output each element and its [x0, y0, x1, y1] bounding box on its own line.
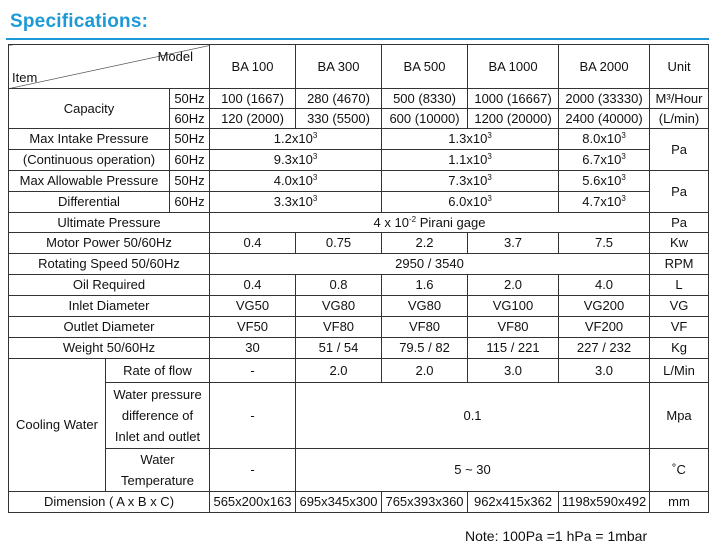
table-cell: VF50 [210, 317, 296, 338]
table-cell: 0.4 [210, 275, 296, 296]
unit-cell: Kg [650, 338, 709, 359]
table-row [9, 171, 709, 192]
model-column-header: BA 300 [296, 45, 382, 89]
table-row [9, 383, 709, 449]
model-column-header: BA 500 [382, 45, 468, 89]
table-cell: VG80 [382, 296, 468, 317]
max-allowable-label-continued: Differential [9, 192, 170, 213]
table-cell: $4.7x10^3$ [559, 192, 650, 213]
item-header-label: Item [12, 70, 38, 85]
hz-label: 50Hz [170, 89, 210, 109]
table-cell: VG200 [559, 296, 650, 317]
table-cell: 330 (5500) [296, 109, 382, 129]
hz-label: 50Hz [170, 171, 210, 192]
table-cell: - [210, 383, 296, 449]
unit-cell: ˚C [650, 449, 709, 492]
table-cell: $3.3x10^3$ [210, 192, 382, 213]
cooling-water-label: Cooling Water [9, 359, 106, 492]
ultimate-pressure-label: Ultimate Pressure [9, 213, 210, 233]
table-cell: 51 / 54 [296, 338, 382, 359]
table-cell: 0.75 [296, 233, 382, 254]
table-cell: $1.1x10^3$ [382, 150, 559, 171]
table-row [9, 150, 709, 171]
rate-of-flow-label: Rate of flow [106, 359, 210, 383]
table-cell: $6.7x10^3$ [559, 150, 650, 171]
water-temperature-label: Water Temperature [106, 449, 210, 492]
table-cell: 600 (10000) [382, 109, 468, 129]
table-cell: 2950 / 3540 [210, 254, 650, 275]
table-cell: $1.2x10^3$ [210, 129, 382, 150]
max-allowable-label: Max Allowable Pressure [9, 171, 170, 192]
hz-label: 50Hz [170, 129, 210, 150]
unit-cell: Mpa [650, 383, 709, 449]
unit-cell: L [650, 275, 709, 296]
table-cell: 7.5 [559, 233, 650, 254]
capacity-label: Capacity [9, 89, 170, 129]
model-header-label: Model [157, 49, 194, 64]
table-cell: 1000 (16667) [468, 89, 559, 109]
table-cell: 3.0 [468, 359, 559, 383]
unit-cell: RPM [650, 254, 709, 275]
rotating-speed-label: Rotating Speed 50/60Hz [9, 254, 210, 275]
table-cell: 2000 (33330) [559, 89, 650, 109]
specifications-table [8, 44, 709, 513]
table-cell: 2.0 [382, 359, 468, 383]
table-cell: 1198x590x492 [559, 492, 650, 513]
table-cell: 0.8 [296, 275, 382, 296]
unit-cell: Pa [650, 129, 709, 171]
title-bar [6, 8, 709, 40]
table-cell: VG100 [468, 296, 559, 317]
table-cell: - [210, 359, 296, 383]
motor-power-label: Motor Power 50/60Hz [9, 233, 210, 254]
table-cell: VF80 [468, 317, 559, 338]
hz-label: 60Hz [170, 192, 210, 213]
table-row [9, 275, 709, 296]
table-cell: 227 / 232 [559, 338, 650, 359]
unit-cell: VG [650, 296, 709, 317]
unit-column-header: Unit [650, 45, 709, 89]
unit-cell: Kw [650, 233, 709, 254]
table-cell: 0.1 [296, 383, 650, 449]
table-cell: 0.4 [210, 233, 296, 254]
pressure-difference-label: Water pressure difference of Inlet and outlet [106, 383, 210, 449]
table-cell: 79.5 / 82 [382, 338, 468, 359]
outlet-diameter-label: Outlet Diameter [9, 317, 210, 338]
table-cell: VF80 [296, 317, 382, 338]
table-row [9, 254, 709, 275]
table-row [9, 449, 709, 492]
table-row [9, 129, 709, 150]
model-column-header: BA 2000 [559, 45, 650, 89]
table-row [9, 317, 709, 338]
table-cell: 1.6 [382, 275, 468, 296]
table-cell: 500 (8330) [382, 89, 468, 109]
unit-cell: Pa [650, 171, 709, 213]
unit-cell: Pa [650, 213, 709, 233]
table-cell: $8.0x10^3$ [559, 129, 650, 150]
table-cell: 2400 (40000) [559, 109, 650, 129]
table-row [9, 233, 709, 254]
table-cell: $6.0x10^3$ [382, 192, 559, 213]
table-cell: 4.0 [559, 275, 650, 296]
unit-cell: mm [650, 492, 709, 513]
table-cell: 4 x $10^{-2}$ Pirani gage [210, 213, 650, 233]
table-cell: - [210, 449, 296, 492]
unit-cell: L/Min [650, 359, 709, 383]
table-cell: $9.3x10^3$ [210, 150, 382, 171]
table-cell: 2.2 [382, 233, 468, 254]
table-cell: $7.3x10^3$ [382, 171, 559, 192]
inlet-diameter-label: Inlet Diameter [9, 296, 210, 317]
table-cell: 962x415x362 [468, 492, 559, 513]
header-corner-cell [9, 45, 210, 89]
hz-label: 60Hz [170, 150, 210, 171]
table-cell: VF80 [382, 317, 468, 338]
table-cell: 115 / 221 [468, 338, 559, 359]
max-intake-label-continued: (Continuous operation) [9, 150, 170, 171]
table-cell: 2.0 [468, 275, 559, 296]
table-cell: 3.7 [468, 233, 559, 254]
table-row [9, 192, 709, 213]
table-cell: VG80 [296, 296, 382, 317]
table-cell: 1200 (20000) [468, 109, 559, 129]
table-cell: 120 (2000) [210, 109, 296, 129]
weight-label: Weight 50/60Hz [9, 338, 210, 359]
table-cell: 3.0 [559, 359, 650, 383]
table-cell: 765x393x360 [382, 492, 468, 513]
footnote: Note: 100Pa =1 hPa = 1mbar [465, 528, 648, 544]
dimension-label: Dimension ( A x B x C) [9, 492, 210, 513]
table-cell: VF200 [559, 317, 650, 338]
table-cell: $5.6x10^3$ [559, 171, 650, 192]
page-title: Specifications: [10, 11, 149, 32]
header-row [9, 45, 709, 89]
table-cell: 100 (1667) [210, 89, 296, 109]
unit-cell: VF [650, 317, 709, 338]
hz-label: 60Hz [170, 109, 210, 129]
table-row [9, 296, 709, 317]
table-cell: $1.3x10^3$ [382, 129, 559, 150]
table-cell: 30 [210, 338, 296, 359]
table-row [9, 213, 709, 233]
unit-cell: (L/min) [650, 109, 709, 129]
table-row [9, 359, 709, 383]
max-intake-label: Max Intake Pressure [9, 129, 170, 150]
model-column-header: BA 1000 [468, 45, 559, 89]
table-cell: 695x345x300 [296, 492, 382, 513]
unit-cell: M³/Hour [650, 89, 709, 109]
table-cell: $4.0x10^3$ [210, 171, 382, 192]
table-cell: 2.0 [296, 359, 382, 383]
model-column-header: BA 100 [210, 45, 296, 89]
table-cell: 5 ~ 30 [296, 449, 650, 492]
table-cell: 565x200x163 [210, 492, 296, 513]
table-row [9, 338, 709, 359]
table-cell: 280 (4670) [296, 89, 382, 109]
table-cell: VG50 [210, 296, 296, 317]
table-row [9, 89, 709, 109]
oil-required-label: Oil Required [9, 275, 210, 296]
table-row [9, 492, 709, 513]
